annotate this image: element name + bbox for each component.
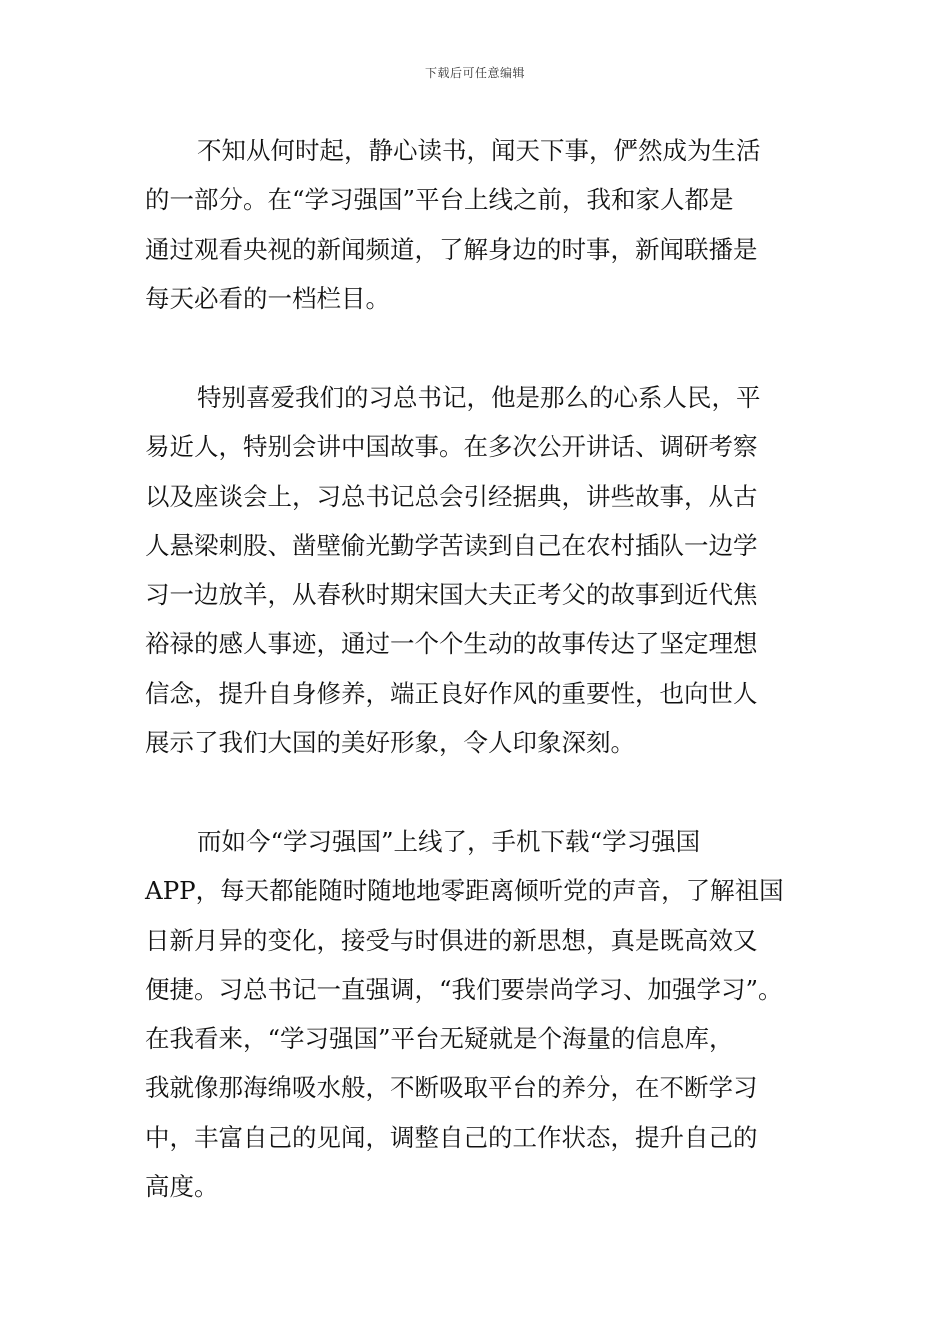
paragraph-line: 日新月异的变化，接受与时俱进的新思想，真是既高效又 bbox=[145, 925, 758, 955]
paragraph-line: 而如今“学习强国”上线了，手机下载“学习强国 bbox=[197, 827, 701, 856]
paragraph-line: 裕禄的感人事迹，通过一个个生动的故事传达了坚定理想 bbox=[145, 629, 758, 659]
paragraph-line: 信念，提升自身修养，端正良好作风的重要性，也向世人 bbox=[145, 678, 758, 708]
paragraph-line: 的一部分。在“学习强国”平台上线之前，我和家人都是 bbox=[145, 185, 734, 215]
header-note: 下载后可任意编辑 bbox=[424, 66, 525, 80]
paragraph-line: 习一边放羊，从春秋时期宋国大夫正考父的故事到近代焦 bbox=[145, 580, 758, 610]
paragraph-line: 人悬梁刺股、凿壁偷光勤学苦读到自己在农村插队一边学 bbox=[145, 530, 758, 560]
paragraph-3 bbox=[145, 817, 784, 1211]
paragraph-line: 中，丰富自己的见闻，调整自己的工作状态，提升自己的 bbox=[145, 1122, 758, 1152]
paragraph-line: APP，每天都能随时随地地零距离倾听党的声音，了解祖国 bbox=[145, 876, 784, 906]
paragraph-line: 我就像那海绵吸水般，不断吸取平台的养分，在不断学习 bbox=[145, 1073, 758, 1103]
paragraph-1 bbox=[145, 126, 761, 323]
paragraph-line: 不知从何时起，静心读书，闻天下事，俨然成为生活 bbox=[197, 136, 761, 165]
paragraph-line: 每天必看的一档栏目。 bbox=[145, 283, 390, 313]
paragraph-line: 在我看来，“学习强国”平台无疑就是个海量的信息库， bbox=[145, 1024, 734, 1054]
paragraph-line: 特别喜爱我们的习总书记，他是那么的心系人民，平 bbox=[197, 383, 761, 412]
paragraph-line: 以及座谈会上，习总书记总会引经据典，讲些故事，从古 bbox=[145, 481, 758, 511]
paragraph-line: 展示了我们大国的美好形象，令人印象深刻。 bbox=[145, 728, 635, 758]
paragraph-line: 高度。 bbox=[145, 1172, 219, 1202]
paragraph-line: 易近人，特别会讲中国故事。在多次公开讲话、调研考察 bbox=[145, 432, 758, 462]
paragraph-2 bbox=[145, 373, 761, 767]
paragraph-line: 便捷。习总书记一直强调，“我们要崇尚学习、加强学习”。 bbox=[145, 974, 783, 1004]
paragraph-line: 通过观看央视的新闻频道，了解身边的时事，新闻联播是 bbox=[145, 234, 758, 264]
